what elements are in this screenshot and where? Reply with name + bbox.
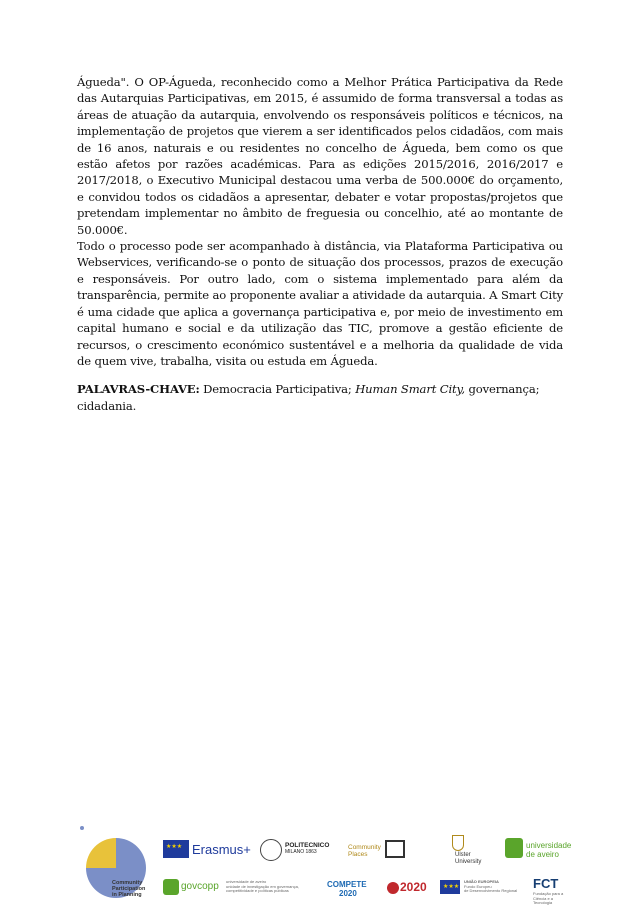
keywords xyxy=(77,381,563,414)
ua-logo xyxy=(526,841,571,859)
ulster-line-1: Ulster xyxy=(455,852,471,858)
ua-line-2: de aveiro xyxy=(526,850,559,859)
cpp-text-line-2: Participation xyxy=(112,886,146,892)
govcopp-icon xyxy=(163,879,179,895)
eu-caption-line-3: de Desenvolvimento Regional xyxy=(464,888,518,893)
politecnico-seal-icon xyxy=(260,839,282,861)
ua-govcopp-caption xyxy=(226,880,299,894)
eu-caption-line-1: UNIÃO EUROPEIA xyxy=(464,879,499,884)
body-paragraph-2: Todo o processo pode ser acompanhado à distância, via Plataforma Participativa ou Webservices, verificando-se o ponto de situação dos processos, prazos de execução e responsáveis. Por outro lado, com o sistema implementado para além da transparência, permite ao proponente avaliar a atividade da autarquia. A Smart City é uma cidade que aplica a governança participativa e, por meio de investimento em capital humano e social e da utilização das TIC, promove a gestão eficiente de recursos, o crescimento económico sustentável e a melhoria da qualidade de vida de quem vive, trabalha, visita ou estuda em Águeda. xyxy=(77,239,563,368)
ulster-line-2: University xyxy=(455,859,482,865)
ua-caption-line-1: universidade de aveiro xyxy=(226,879,267,884)
community-places-logo xyxy=(348,844,381,858)
cpp-text-line-1: Community xyxy=(112,880,143,886)
cpp-dot-icon xyxy=(80,826,84,830)
eu-caption-line-2: Fundo Europeu xyxy=(464,883,492,889)
ua-caption-line-3: competitividade e políticas públicas xyxy=(226,888,289,893)
page-body xyxy=(77,74,563,414)
politecnico-logo xyxy=(285,842,329,856)
politecnico-line-2: MILANO 1863 xyxy=(285,849,317,855)
community-places-line-2: Places xyxy=(348,851,368,858)
compete-line-2: 2020 xyxy=(339,889,357,898)
politecnico-line-1: POLITECNICO xyxy=(285,842,330,849)
cpp-text-line-3: in Planning xyxy=(112,892,142,898)
keywords-part2: governança; xyxy=(464,382,540,397)
keywords-italic: Human Smart City, xyxy=(355,382,465,397)
compete-logo xyxy=(327,880,367,898)
keywords-part1: Democracia Participativa; xyxy=(199,382,356,397)
compete-line-1: COMPETE xyxy=(327,880,367,889)
ua-logo-icon xyxy=(505,838,523,858)
ulster-logo xyxy=(455,852,481,866)
community-places-line-1: Community xyxy=(348,844,381,851)
body-paragraph-1: Águeda". O OP-Águeda, reconhecido como a Melhor Prática Participativa da Rede das Autarquias Participativas, em 2015, é assumido de forma transversal a todas as áreas de atuação da autarquia, envolvendo os responsáveis políticos e técnicos, na implementação de projetos que vierem a ser identificados pelos cidadãos, com mais de 16 anos, naturais e ou residentes no concelho de Águeda, bem como os que estão afetos por razões académicas. Para as edições 2015/2016, 2016/2017 e 2017/2018, o Executivo Municipal destacou uma verba de 500.000€ do orçamento, e convidou todos os cidadãos a apresentar, debater e votar propostas/projetos que pretendam implementar no âmbito de freguesia ou concelhio, até ao montante de 50.000€. xyxy=(77,75,563,237)
cpp-logo-text xyxy=(112,880,145,898)
keywords-part3: cidadania. xyxy=(77,398,137,413)
govcopp-logo: govcopp xyxy=(181,881,219,892)
eu-flag-icon xyxy=(163,840,189,858)
erasmus-logo: Erasmus+ xyxy=(192,842,251,857)
ua-line-1: universidade xyxy=(526,841,572,850)
community-places-icon xyxy=(385,840,405,858)
portugal2020-icon xyxy=(387,882,399,894)
eu-flag-small-icon xyxy=(440,880,460,894)
ua-caption-line-2: unidade de investigação em governança, xyxy=(226,883,299,889)
fct-caption: Fundação para a Ciência e a Tecnologia xyxy=(533,891,564,905)
portugal2020-logo: 2020 xyxy=(400,880,427,894)
ulster-crest-icon xyxy=(452,835,464,851)
keywords-label: PALAVRAS-CHAVE: xyxy=(77,382,200,397)
eu-fund-caption xyxy=(464,880,517,894)
fct-logo: FCT xyxy=(533,876,559,891)
